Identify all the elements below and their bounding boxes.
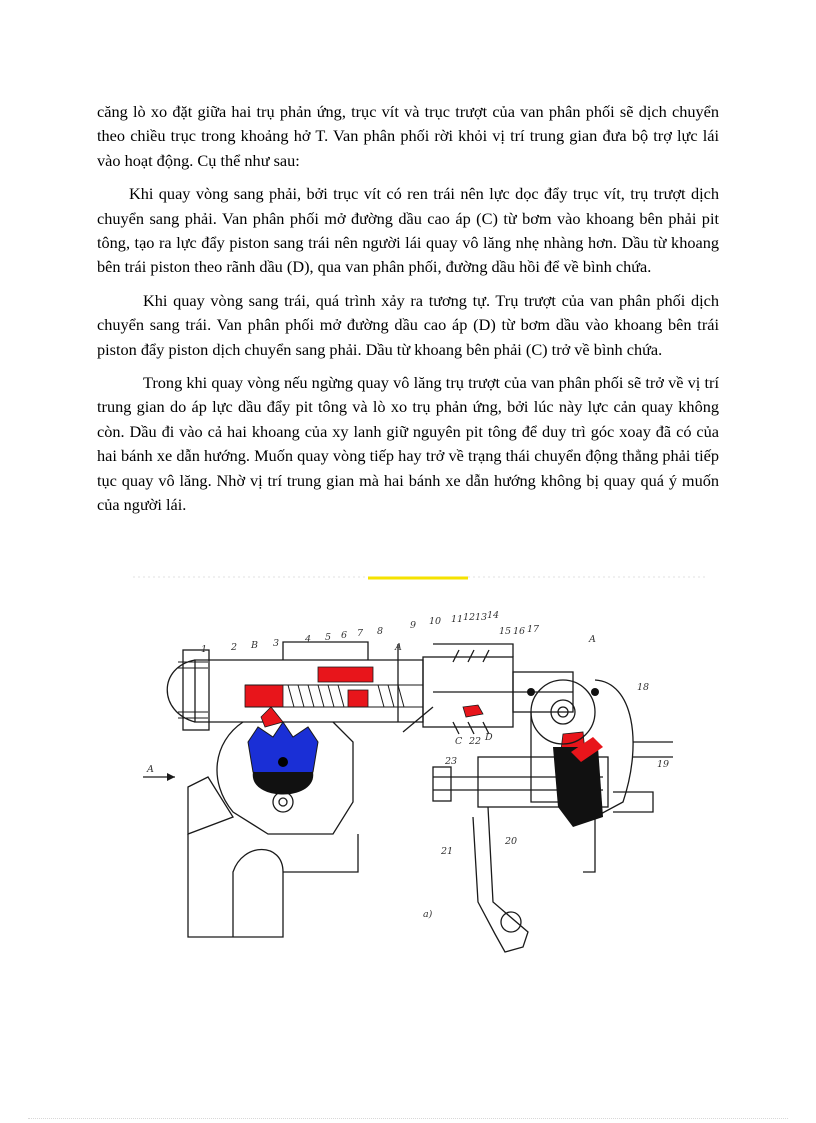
part-label: 20 [505,836,518,847]
pitman-arm-assembly [433,680,673,952]
steering-gear-figure [133,572,705,960]
part-label: 5 [325,632,332,643]
body-text [97,100,719,527]
part-label: 17 [527,624,540,635]
paragraph-2: Khi quay vòng sang phải, bởi trục vít có ren trái nên lực dọc đẩy trục vít, trụ trượt dịch chuyển sang phải. Van phân phối mở đường dầu cao áp (C) từ bơm vào khoang bên phải pit tông, tạo ra lực đẩy piston sang trái nên người lái quay vô lăng nhẹ nhàng hơn. Dầu từ khoang bên trái piston theo rãnh dầu (D), qua van phân phối, đường dầu hồi để về bình chứa. [97,184,719,277]
part-label: B [251,640,258,651]
part-label: 7 [357,628,364,639]
part-label: 18 [637,682,650,693]
part-label: 19 [657,759,670,770]
figure-caption: a) [423,909,433,920]
part-label: 23 [445,756,458,767]
part-label: 2 [231,642,238,653]
part-label: 1 [201,644,208,655]
part-label: A [395,642,402,653]
paragraph-3: Khi quay vòng sang trái, quá trình xảy ra tương tự. Trụ trượt của van phân phối dịch chuyển sang trái. Van phân phối mở đường dầu cao áp (D) từ bơm dầu vào khoang bên trái piston đẩy piston dịch chuyển sang phải. Dầu từ khoang bên phải (C) trở về bình chứa. [97,290,719,359]
part-label: 9 [410,620,417,631]
part-label: D [485,732,493,743]
part-label: 8 [377,626,384,637]
part-label: 6 [341,630,348,641]
part-label: 13 [475,612,488,623]
part-label: 22 [469,736,482,747]
part-label: 15 [499,626,512,637]
part-label: 12 [463,612,476,623]
part-label: 4 [305,634,312,645]
part-label: 3 [273,638,280,649]
part-label: 16 [513,626,526,637]
sector-gear [248,722,318,795]
part-label: A [589,634,596,645]
page-bottom-border [28,1118,788,1119]
steering-gear-drawing [133,572,705,960]
part-label: A [147,764,154,775]
part-label: 10 [429,616,442,627]
paragraph-1: căng lò xo đặt giữa hai trụ phản ứng, trục vít và trục trượt của van phân phối sẽ dịch chuyển theo chiều trục trong khoảng hở T. Van phân phối rời khỏi vị trí trung gian đưa bộ trợ lực lái vào hoạt động. Cụ thể như sau: [97,102,719,170]
paragraph-4: Trong khi quay vòng nếu ngừng quay vô lăng trụ trượt của van phân phối sẽ trở về vị trí trung gian do áp lực dầu đẩy pit tông và lò xo trụ phản ứng, bởi lúc này lực cản quay không còn. Dầu đi vào cả hai khoang của xy lanh giữ nguyên pit tông để duy trì góc xoay đã có của hai bánh xe dẫn hướng. Muốn quay vòng tiếp hay trở về trạng thái chuyển động thẳng phải tiếp tục quay vô lăng. Nhờ vị trí trung gian mà hai bánh xe dẫn hướng không bị quay quá ý muốn của người lái. [97,373,719,515]
part-label: 11 [451,614,464,625]
valve-body [403,644,573,734]
part-label: C [455,736,463,747]
part-label: 21 [441,846,454,857]
part-label: 14 [487,610,500,621]
